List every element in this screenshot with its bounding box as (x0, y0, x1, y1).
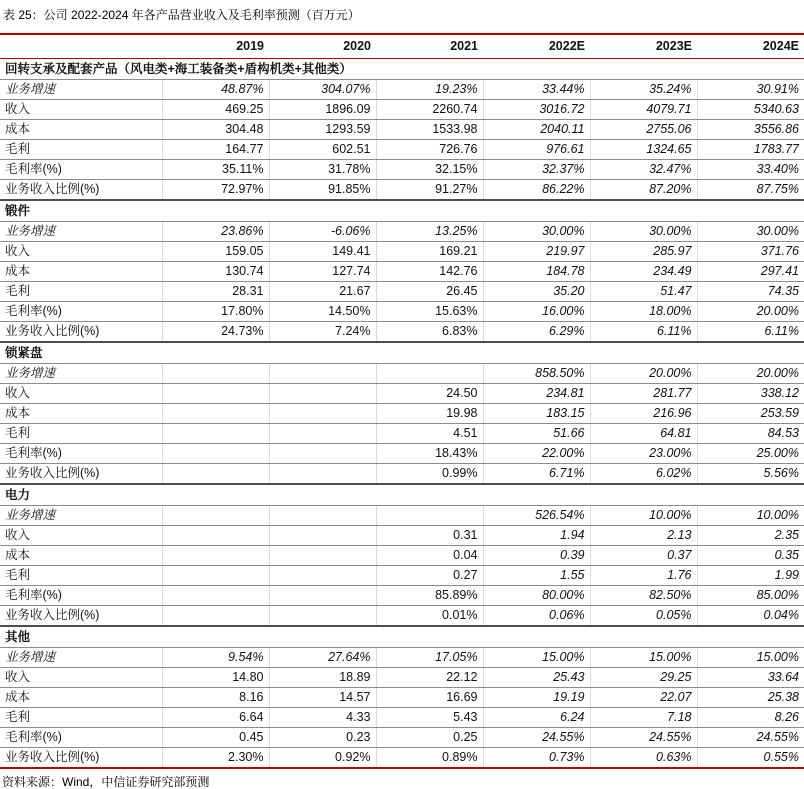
header-2023e: 2023E (590, 34, 697, 59)
cell-value (269, 606, 376, 627)
cell-value: 31.78% (269, 160, 376, 180)
cell-value: 0.04 (376, 546, 483, 566)
row-label: 成本 (0, 404, 162, 424)
cell-value: 1293.59 (269, 120, 376, 140)
row-label: 毛利率(%) (0, 302, 162, 322)
cell-value: 3556.86 (697, 120, 804, 140)
cell-value: 0.23 (269, 728, 376, 748)
cell-value: 24.55% (697, 728, 804, 748)
row-label: 业务增速 (0, 222, 162, 242)
cell-value (269, 464, 376, 485)
cell-value: 14.50% (269, 302, 376, 322)
year-header-row (0, 34, 804, 59)
cell-value: 30.00% (590, 222, 697, 242)
row-label: 业务增速 (0, 364, 162, 384)
cell-value: 91.85% (269, 180, 376, 201)
section-title: 其他 (0, 626, 804, 648)
row-label: 成本 (0, 546, 162, 566)
cell-value (269, 444, 376, 464)
cell-value: 526.54% (483, 506, 590, 526)
table-row (0, 668, 804, 688)
cell-value: 338.12 (697, 384, 804, 404)
table-row (0, 262, 804, 282)
cell-value: 15.00% (590, 648, 697, 668)
cell-value: 24.73% (162, 322, 269, 343)
row-label: 成本 (0, 120, 162, 140)
row-label: 毛利率(%) (0, 444, 162, 464)
cell-value: 1.94 (483, 526, 590, 546)
cell-value: 0.45 (162, 728, 269, 748)
cell-value: 35.20 (483, 282, 590, 302)
cell-value: 234.49 (590, 262, 697, 282)
cell-value: 0.31 (376, 526, 483, 546)
table-title: 表 25：公司 2022-2024 年各产品营业收入及毛利率预测（百万元） (3, 8, 360, 22)
row-label: 业务收入比例(%) (0, 180, 162, 201)
cell-value: 10.00% (697, 506, 804, 526)
cell-value: 0.04% (697, 606, 804, 627)
row-label: 成本 (0, 262, 162, 282)
cell-value: 19.23% (376, 80, 483, 100)
cell-value: 20.00% (697, 364, 804, 384)
section-title: 锻件 (0, 200, 804, 222)
cell-value: 2.35 (697, 526, 804, 546)
cell-value: 15.63% (376, 302, 483, 322)
cell-value: 6.64 (162, 708, 269, 728)
cell-value: 8.26 (697, 708, 804, 728)
cell-value: 25.43 (483, 668, 590, 688)
cell-value: 2.13 (590, 526, 697, 546)
cell-value: 33.40% (697, 160, 804, 180)
table-row (0, 322, 804, 343)
cell-value (162, 464, 269, 485)
section-header-row (0, 342, 804, 364)
cell-value: 13.25% (376, 222, 483, 242)
row-label: 业务收入比例(%) (0, 322, 162, 343)
cell-value: 1324.65 (590, 140, 697, 160)
table-row (0, 546, 804, 566)
row-label: 毛利率(%) (0, 728, 162, 748)
cell-value: 16.00% (483, 302, 590, 322)
header-2021: 2021 (376, 34, 483, 59)
header-2022e: 2022E (483, 34, 590, 59)
cell-value (269, 384, 376, 404)
cell-value: 7.24% (269, 322, 376, 343)
header-2020: 2020 (269, 34, 376, 59)
cell-value: 18.00% (590, 302, 697, 322)
table-row (0, 708, 804, 728)
cell-value: 32.47% (590, 160, 697, 180)
row-label: 毛利 (0, 140, 162, 160)
row-label: 收入 (0, 384, 162, 404)
table-row (0, 648, 804, 668)
cell-value: 297.41 (697, 262, 804, 282)
cell-value: 74.35 (697, 282, 804, 302)
table-row (0, 180, 804, 201)
cell-value: 91.27% (376, 180, 483, 201)
cell-value: 22.12 (376, 668, 483, 688)
header-empty-cell (0, 34, 162, 59)
row-label: 收入 (0, 668, 162, 688)
cell-value: 5340.63 (697, 100, 804, 120)
cell-value: 14.57 (269, 688, 376, 708)
cell-value: 0.27 (376, 566, 483, 586)
table-row (0, 282, 804, 302)
cell-value: 85.89% (376, 586, 483, 606)
cell-value: 33.44% (483, 80, 590, 100)
cell-value (269, 506, 376, 526)
cell-value: 5.43 (376, 708, 483, 728)
row-label: 毛利 (0, 282, 162, 302)
table-row (0, 364, 804, 384)
row-label: 毛利率(%) (0, 586, 162, 606)
cell-value: 602.51 (269, 140, 376, 160)
cell-value (162, 364, 269, 384)
cell-value: 21.67 (269, 282, 376, 302)
table-row (0, 748, 804, 769)
cell-value: 5.56% (697, 464, 804, 485)
table-row (0, 404, 804, 424)
cell-value: 216.96 (590, 404, 697, 424)
cell-value: 2.30% (162, 748, 269, 769)
cell-value: 183.15 (483, 404, 590, 424)
cell-value: 15.00% (483, 648, 590, 668)
cell-value: 2040.11 (483, 120, 590, 140)
table-row (0, 222, 804, 242)
row-label: 毛利 (0, 424, 162, 444)
cell-value: 184.78 (483, 262, 590, 282)
cell-value: 469.25 (162, 100, 269, 120)
cell-value: 304.48 (162, 120, 269, 140)
cell-value: 24.50 (376, 384, 483, 404)
cell-value: 0.55% (697, 748, 804, 769)
cell-value (162, 566, 269, 586)
cell-value (162, 404, 269, 424)
cell-value: 27.64% (269, 648, 376, 668)
cell-value: 4.51 (376, 424, 483, 444)
header-2024e: 2024E (697, 34, 804, 59)
cell-value: 82.50% (590, 586, 697, 606)
cell-value: 164.77 (162, 140, 269, 160)
row-label: 收入 (0, 100, 162, 120)
cell-value (162, 586, 269, 606)
row-label: 毛利率(%) (0, 160, 162, 180)
table-row (0, 506, 804, 526)
cell-value (162, 606, 269, 627)
cell-value (269, 364, 376, 384)
cell-value: 1783.77 (697, 140, 804, 160)
cell-value: 28.31 (162, 282, 269, 302)
table-row (0, 384, 804, 404)
cell-value: 142.76 (376, 262, 483, 282)
cell-value: 19.98 (376, 404, 483, 424)
section-header-row (0, 626, 804, 648)
table-row (0, 526, 804, 546)
cell-value: 1.99 (697, 566, 804, 586)
row-label: 业务增速 (0, 648, 162, 668)
cell-value: 976.61 (483, 140, 590, 160)
cell-value: 6.24 (483, 708, 590, 728)
cell-value: 0.01% (376, 606, 483, 627)
cell-value (162, 424, 269, 444)
cell-value: 51.47 (590, 282, 697, 302)
forecast-table (0, 33, 804, 769)
cell-value: 32.37% (483, 160, 590, 180)
cell-value (269, 404, 376, 424)
cell-value: 87.75% (697, 180, 804, 201)
row-label: 业务增速 (0, 80, 162, 100)
cell-value (269, 566, 376, 586)
table-row (0, 728, 804, 748)
cell-value (269, 586, 376, 606)
cell-value: 84.53 (697, 424, 804, 444)
cell-value: 127.74 (269, 262, 376, 282)
cell-value: 16.69 (376, 688, 483, 708)
cell-value: 15.00% (697, 648, 804, 668)
cell-value (376, 506, 483, 526)
cell-value: 0.05% (590, 606, 697, 627)
header-2019: 2019 (162, 34, 269, 59)
cell-value: 726.76 (376, 140, 483, 160)
cell-value (162, 526, 269, 546)
cell-value: 149.41 (269, 242, 376, 262)
cell-value: 18.43% (376, 444, 483, 464)
cell-value: 20.00% (697, 302, 804, 322)
table-row (0, 424, 804, 444)
table-row (0, 302, 804, 322)
cell-value: 20.00% (590, 364, 697, 384)
cell-value: 22.00% (483, 444, 590, 464)
cell-value: 19.19 (483, 688, 590, 708)
cell-value: 86.22% (483, 180, 590, 201)
cell-value: 51.66 (483, 424, 590, 444)
cell-value: 0.37 (590, 546, 697, 566)
table-row (0, 120, 804, 140)
table-row (0, 464, 804, 485)
row-label: 业务增速 (0, 506, 162, 526)
cell-value: 72.97% (162, 180, 269, 201)
cell-value: 9.54% (162, 648, 269, 668)
cell-value: 26.45 (376, 282, 483, 302)
cell-value: 24.55% (590, 728, 697, 748)
cell-value: 30.00% (483, 222, 590, 242)
cell-value: 285.97 (590, 242, 697, 262)
row-label: 业务收入比例(%) (0, 606, 162, 627)
cell-value: 7.18 (590, 708, 697, 728)
cell-value (269, 424, 376, 444)
cell-value: 371.76 (697, 242, 804, 262)
cell-value: 253.59 (697, 404, 804, 424)
cell-value: 2755.06 (590, 120, 697, 140)
cell-value: 80.00% (483, 586, 590, 606)
cell-value (269, 546, 376, 566)
cell-value: 0.39 (483, 546, 590, 566)
row-label: 业务收入比例(%) (0, 748, 162, 769)
cell-value (376, 364, 483, 384)
cell-value: 18.89 (269, 668, 376, 688)
cell-value: 234.81 (483, 384, 590, 404)
cell-value: 0.92% (269, 748, 376, 769)
row-label: 毛利 (0, 566, 162, 586)
cell-value (162, 506, 269, 526)
table-row (0, 586, 804, 606)
table-row (0, 100, 804, 120)
cell-value: 17.80% (162, 302, 269, 322)
table-row (0, 444, 804, 464)
cell-value: 85.00% (697, 586, 804, 606)
row-label: 收入 (0, 526, 162, 546)
cell-value: 6.29% (483, 322, 590, 343)
row-label: 业务收入比例(%) (0, 464, 162, 485)
cell-value: 6.11% (590, 322, 697, 343)
cell-value: 8.16 (162, 688, 269, 708)
cell-value: 6.02% (590, 464, 697, 485)
cell-value: 25.38 (697, 688, 804, 708)
cell-value: 30.00% (697, 222, 804, 242)
cell-value: 1.55 (483, 566, 590, 586)
cell-value: 25.00% (697, 444, 804, 464)
cell-value: 858.50% (483, 364, 590, 384)
cell-value: 4079.71 (590, 100, 697, 120)
cell-value: 0.06% (483, 606, 590, 627)
cell-value (269, 526, 376, 546)
cell-value: 23.86% (162, 222, 269, 242)
cell-value: 48.87% (162, 80, 269, 100)
section-title: 电力 (0, 484, 804, 506)
table-row (0, 566, 804, 586)
table-row (0, 140, 804, 160)
table-body (0, 59, 804, 769)
cell-value: 87.20% (590, 180, 697, 201)
cell-value: 1896.09 (269, 100, 376, 120)
section-header-row (0, 59, 804, 80)
cell-value: 6.83% (376, 322, 483, 343)
table-row (0, 80, 804, 100)
cell-value: 32.15% (376, 160, 483, 180)
section-title: 回转支承及配套产品（风电类+海工装备类+盾构机类+其他类） (0, 59, 804, 80)
cell-value: 219.97 (483, 242, 590, 262)
cell-value: 6.71% (483, 464, 590, 485)
row-label: 收入 (0, 242, 162, 262)
cell-value: 0.89% (376, 748, 483, 769)
table-row (0, 606, 804, 627)
section-title: 锁紧盘 (0, 342, 804, 364)
cell-value: 304.07% (269, 80, 376, 100)
cell-value (162, 384, 269, 404)
cell-value: 2260.74 (376, 100, 483, 120)
section-header-row (0, 484, 804, 506)
cell-value: 4.33 (269, 708, 376, 728)
cell-value: 0.73% (483, 748, 590, 769)
cell-value: 24.55% (483, 728, 590, 748)
cell-value: 35.24% (590, 80, 697, 100)
cell-value: 35.11% (162, 160, 269, 180)
cell-value: 10.00% (590, 506, 697, 526)
row-label: 成本 (0, 688, 162, 708)
cell-value: 64.81 (590, 424, 697, 444)
cell-value: 0.35 (697, 546, 804, 566)
table-row (0, 160, 804, 180)
cell-value: -6.06% (269, 222, 376, 242)
cell-value: 1533.98 (376, 120, 483, 140)
cell-value: 3016.72 (483, 100, 590, 120)
cell-value: 29.25 (590, 668, 697, 688)
cell-value: 0.99% (376, 464, 483, 485)
cell-value: 14.80 (162, 668, 269, 688)
cell-value: 23.00% (590, 444, 697, 464)
cell-value: 159.05 (162, 242, 269, 262)
cell-value: 6.11% (697, 322, 804, 343)
section-header-row (0, 200, 804, 222)
cell-value: 17.05% (376, 648, 483, 668)
cell-value (162, 546, 269, 566)
cell-value (162, 444, 269, 464)
row-label: 毛利 (0, 708, 162, 728)
cell-value: 33.64 (697, 668, 804, 688)
cell-value: 0.63% (590, 748, 697, 769)
cell-value: 30.91% (697, 80, 804, 100)
cell-value: 22.07 (590, 688, 697, 708)
table-row (0, 242, 804, 262)
cell-value: 0.25 (376, 728, 483, 748)
cell-value: 130.74 (162, 262, 269, 282)
cell-value: 281.77 (590, 384, 697, 404)
cell-value: 169.21 (376, 242, 483, 262)
table-row (0, 688, 804, 708)
data-source-note: 资料来源：Wind，中信证券研究部预测 (2, 775, 210, 789)
cell-value: 1.76 (590, 566, 697, 586)
